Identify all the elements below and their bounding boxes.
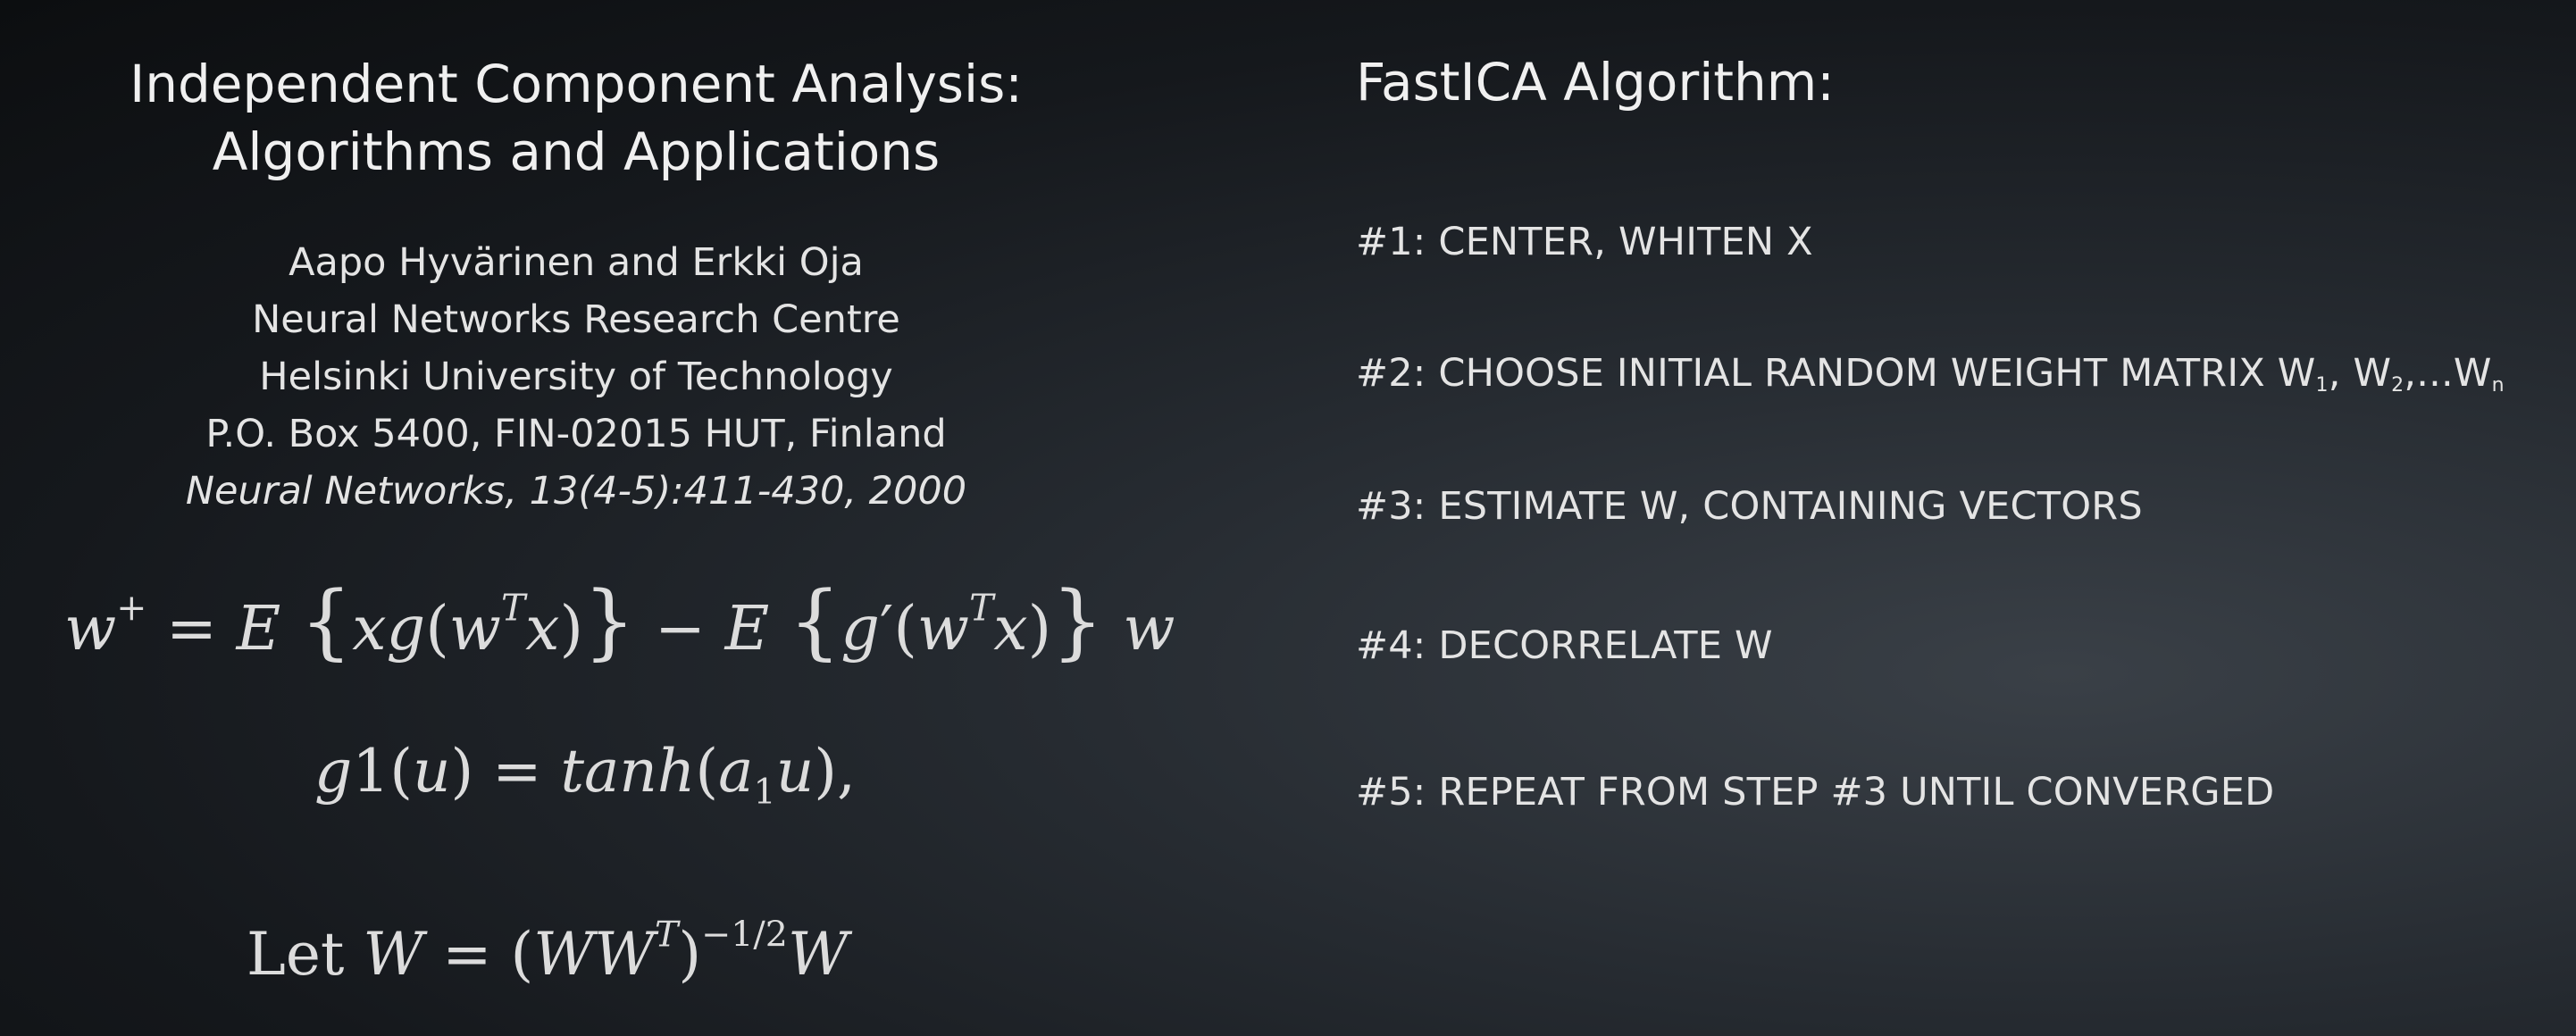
nonlinearity-equation: $g1(u) = \tanh(a_1u)$, [314,737,856,813]
paper-info [0,234,1152,520]
paper-affiliation: Neural Networks Research Centre [252,297,900,342]
paper-authors: Aapo Hyvärinen and Erkki Oja [289,240,864,285]
algorithm-step-5: #5: REPEAT FROM STEP #3 UNTIL CONVERGED [1356,770,2275,815]
step-2-subscript-n: n [2491,374,2505,397]
algorithm-panel [1356,0,2576,1036]
paper-citation: Neural Networks, 13(4-5):411-430, 2000 [185,469,967,514]
algorithm-step-3: #3: ESTIMATE W, CONTAINING VECTORS [1356,484,2143,529]
algorithm-step-2 [1356,351,2505,397]
algorithm-step-4: #4: DECORRELATE W [1356,623,1773,668]
paper-title-line1: Independent Component Analysis: [130,54,1023,114]
paper-title [0,50,1152,186]
algorithm-title: FastICA Algorithm: [1356,52,1835,113]
step-2-subscript-1: 1 [2315,374,2329,397]
update-rule-equation: w+ = E $\{xg(w^Tx)\} - E$ $\{g'(w^Tx)\}$ w [64,573,1175,669]
paper-panel [0,0,1175,1036]
step-2-separator-2: ,...W [2404,351,2492,396]
paper-address: P.O. Box 5400, FIN-02015 HUT, Finland [205,412,947,456]
step-2-subscript-2: 2 [2391,374,2405,397]
decorrelation-equation: Let $W = (WW^T)^{-1/2}W$ [247,914,849,989]
paper-title-line2: Algorithms and Applications [212,121,941,182]
algorithm-step-2-text: #2: CHOOSE INITIAL RANDOM WEIGHT MATRIX W [1356,351,2316,396]
algorithm-step-1: #1: CENTER, WHITEN X [1356,220,1813,264]
paper-university: Helsinki University of Technology [259,355,893,399]
step-2-separator-1: , W [2328,351,2392,396]
